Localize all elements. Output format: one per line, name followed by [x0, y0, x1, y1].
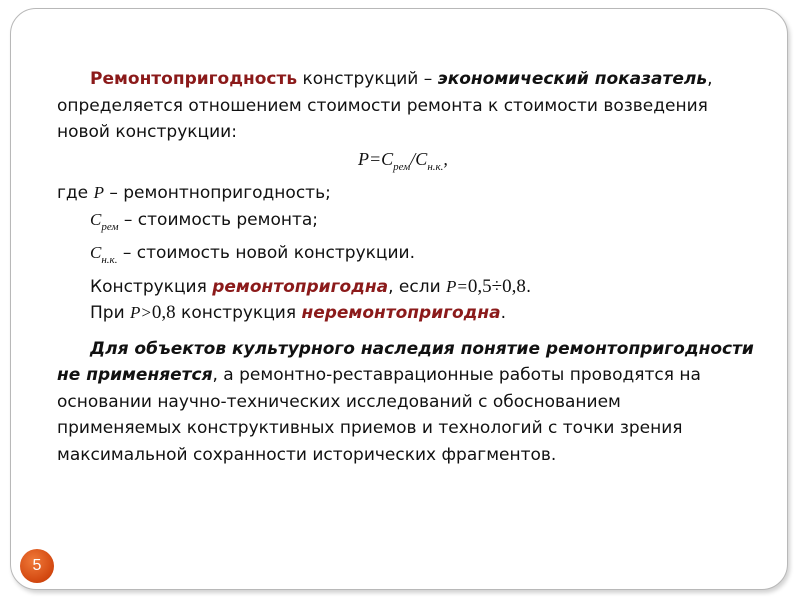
condition-maintainable [57, 274, 767, 301]
cond2-text-b: конструкция [175, 303, 302, 323]
para2-line3: основании научно-технических исследований с обоснованием [57, 391, 621, 412]
where-c2-desc: – стоимость новой конструкции. [117, 243, 415, 263]
formula-lhs: Р=С [358, 148, 394, 169]
cond1-maintainable: ремонтопригодна [212, 276, 389, 297]
where-p-line [57, 180, 767, 207]
cond2-value: 0,8 [151, 302, 176, 323]
formula [57, 146, 767, 181]
para2-line2-text: , а ремонтно-реставрационные работы проводятся на [212, 365, 701, 385]
where-c2-sub: н.к. [101, 254, 118, 266]
cond1-value: 0,5÷0,8 [467, 275, 526, 297]
para1-line2: определяется отношением стоимости ремонта к стоимости возведения [57, 95, 708, 116]
para1-line1 [57, 66, 767, 93]
not-applicable: не применяется [57, 365, 213, 385]
where-c1-symbol: С [90, 209, 102, 229]
para2-line5: максимальной сохранности исторических фрагментов. [57, 444, 557, 465]
slide-content [57, 66, 767, 468]
formula-sub1: рем [393, 160, 411, 173]
cond1-p: Р= [446, 276, 468, 296]
where-c1-line [57, 207, 767, 241]
where-c2-line [57, 240, 767, 274]
para2-line1: Для объектов культурного наследия понятие ремонтопригодности [90, 338, 754, 359]
cond1-text-b: , если [388, 276, 447, 297]
where-c1-sub: рем [101, 220, 119, 233]
cond2-unmaintainable: неремонтопригодна [301, 303, 501, 323]
where-prefix: где [57, 183, 94, 203]
para1-line3: новой конструкции: [57, 122, 237, 142]
para1-text1: конструкций – [297, 69, 438, 89]
where-c1-desc: – стоимость ремонта; [118, 209, 319, 230]
para1-text2: , [707, 69, 713, 89]
cond1-text-a: Конструкция [90, 276, 213, 297]
formula-tail: , [443, 148, 448, 169]
formula-sub2: н.к. [427, 160, 444, 173]
cond2-text-a: При [90, 303, 131, 323]
where-p-desc: – ремонтнопригодность; [103, 183, 331, 203]
economic-indicator: экономический показатель [437, 69, 708, 89]
where-c2-symbol: С [90, 243, 102, 262]
cond2-end: . [500, 303, 507, 323]
condition-unmaintainable [57, 300, 767, 327]
cond1-end: . [525, 276, 532, 297]
para2-line4: применяемых конструктивных приемов и технологий с точки зрения [57, 418, 683, 438]
term-maintainability: Ремонтопригодность [90, 69, 298, 89]
page-number-badge: 5 [20, 549, 54, 583]
formula-slash: /С [410, 148, 428, 169]
where-p-symbol: Р [93, 183, 104, 202]
para2-line2 [57, 362, 767, 389]
cond2-p: Р> [130, 303, 152, 322]
